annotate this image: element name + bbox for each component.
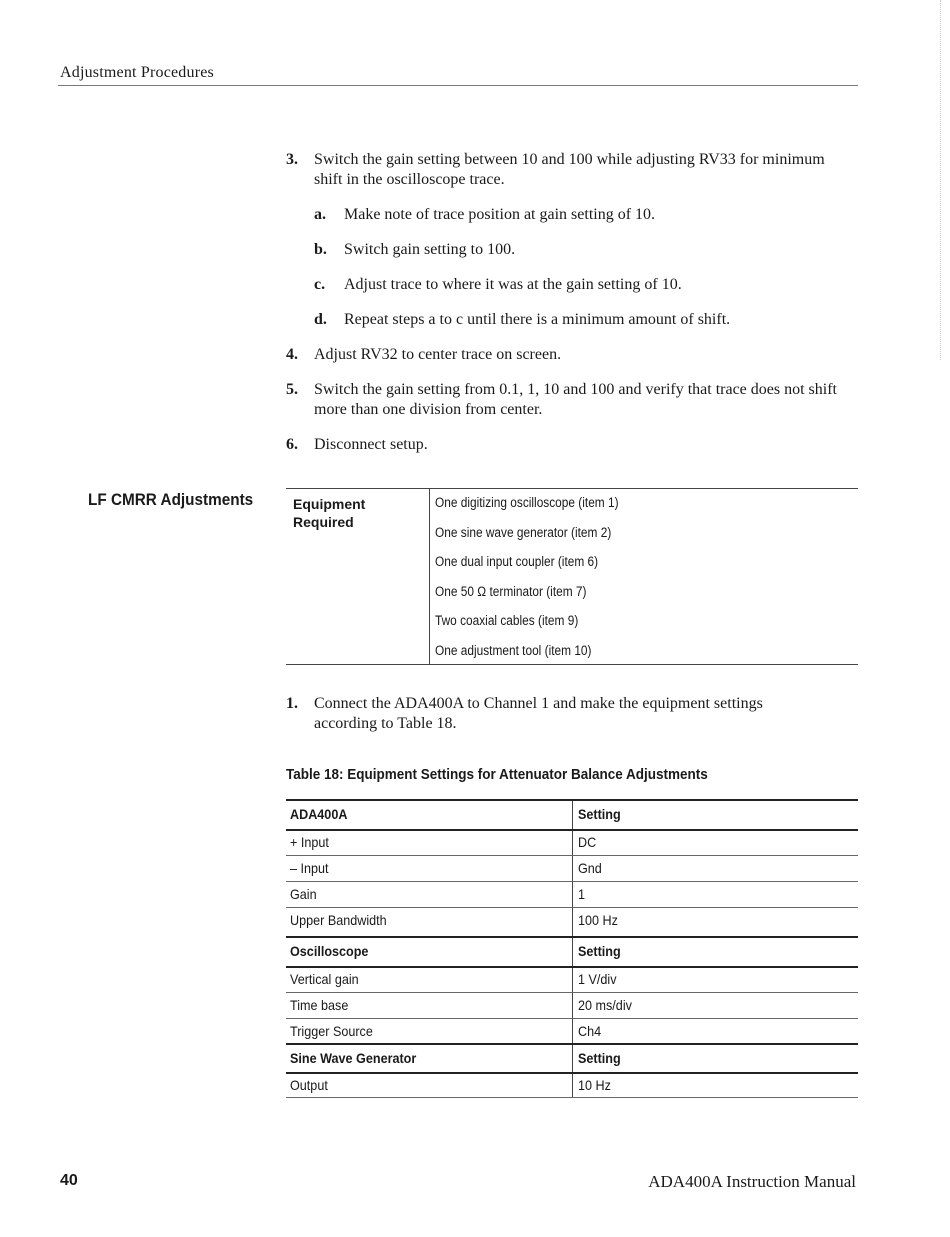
step-text: Switch the gain setting from 0.1, 1, 10 and 100 and verify that trace does not shift more than one division from center. — [314, 381, 837, 418]
table-cell-item: Upper Bandwidth — [290, 912, 387, 928]
manual-title: ADA400A Instruction Manual — [648, 1172, 856, 1191]
step-number: 4. — [286, 346, 298, 363]
substep — [286, 240, 846, 260]
table-row — [286, 992, 858, 1018]
step — [286, 150, 846, 190]
step-number: b. — [314, 241, 327, 258]
equipment-item: One digitizing oscilloscope (item 1) — [435, 495, 619, 510]
step-text: Disconnect setup. — [314, 436, 428, 453]
substep — [286, 310, 846, 330]
step — [286, 380, 846, 420]
step-text: Adjust RV32 to center trace on screen. — [314, 346, 562, 363]
equipment-settings-table — [286, 799, 858, 1097]
table-cell-setting: Gnd — [578, 860, 602, 876]
table-cell-setting: Ch4 — [578, 1023, 602, 1039]
table-cell-item: Output — [290, 1077, 328, 1093]
step-text: Adjust trace to where it was at the gain setting of 10. — [344, 276, 682, 293]
table-cell-setting: 100 Hz — [578, 912, 618, 928]
substep — [286, 205, 846, 225]
table-cell-item: Gain — [290, 886, 317, 902]
step-number: a. — [314, 206, 326, 223]
step-text: Repeat steps a to c until there is a minimum amount of shift. — [344, 311, 731, 328]
step-text: Connect the ADA400A to Channel 1 and make the equipment settings according to Table 18. — [314, 695, 763, 732]
table-cell-item: Vertical gain — [290, 971, 359, 987]
equipment-item: One 50 Ω terminator (item 7) — [435, 583, 587, 599]
equipment-item: One sine wave generator (item 2) — [435, 524, 612, 540]
equipment-required-label: Equipment Required — [293, 496, 366, 530]
table-title: Table 18: Equipment Settings for Attenuator Balance Adjustments — [286, 766, 708, 783]
step-text: Switch gain setting to 100. — [344, 241, 516, 258]
equipment-divider — [429, 489, 430, 664]
table-cell-setting: DC — [578, 834, 597, 850]
table-row — [286, 1072, 858, 1097]
table-cell-item: Sine Wave Generator — [290, 1050, 417, 1066]
table-row — [286, 855, 858, 881]
step-number: 6. — [286, 436, 298, 453]
table-row — [286, 881, 858, 907]
table-cell-item: + Input — [290, 834, 329, 850]
table-cell-setting: 1 V/div — [578, 971, 617, 987]
page-edge-mark — [940, 0, 941, 360]
step-number: c. — [314, 276, 326, 293]
table-row — [286, 1018, 858, 1043]
table-cell-item: Trigger Source — [290, 1023, 373, 1039]
table-cell-setting: Setting — [578, 1050, 621, 1066]
table-cell-setting: Setting — [578, 806, 621, 822]
step-number: d. — [314, 311, 327, 328]
step-number: 3. — [286, 151, 298, 168]
step — [286, 345, 846, 365]
step-text: Switch the gain setting between 10 and 100 while adjusting RV33 for minimum shift in the oscilloscope trace. — [314, 151, 825, 188]
step — [286, 694, 816, 734]
equipment-item: One dual input coupler (item 6) — [435, 554, 599, 569]
table-rule — [286, 1097, 858, 1098]
step — [286, 435, 846, 455]
table-cell-setting: 10 Hz — [578, 1077, 611, 1093]
table-cell-item: Oscilloscope — [290, 943, 369, 959]
step-number: 1. — [286, 695, 298, 712]
running-header: Adjustment Procedures — [60, 64, 214, 81]
table-cell-item: ADA400A — [290, 806, 348, 822]
substep — [286, 275, 846, 295]
table-cell-setting: 1 — [578, 886, 586, 902]
equipment-item: Two coaxial cables (item 9) — [435, 613, 579, 628]
step-text: Make note of trace position at gain setting of 10. — [344, 206, 656, 223]
table-cell-setting: Setting — [578, 943, 621, 959]
table-header-row — [286, 1043, 858, 1072]
page-number: 40 — [60, 1172, 78, 1189]
table-row — [286, 829, 858, 855]
step-number: 5. — [286, 381, 298, 398]
section-heading: LF CMRR Adjustments — [88, 490, 254, 509]
table-header-row — [286, 799, 858, 829]
table-header-row — [286, 936, 858, 966]
header-rule — [58, 85, 858, 86]
table-row — [286, 907, 858, 936]
table-cell-item: – Input — [290, 860, 329, 876]
table-row — [286, 966, 858, 992]
equipment-required-box — [286, 488, 858, 665]
equipment-item: One adjustment tool (item 10) — [435, 642, 592, 658]
table-cell-item: Time base — [290, 997, 349, 1013]
table-cell-setting: 20 ms/div — [578, 997, 632, 1013]
